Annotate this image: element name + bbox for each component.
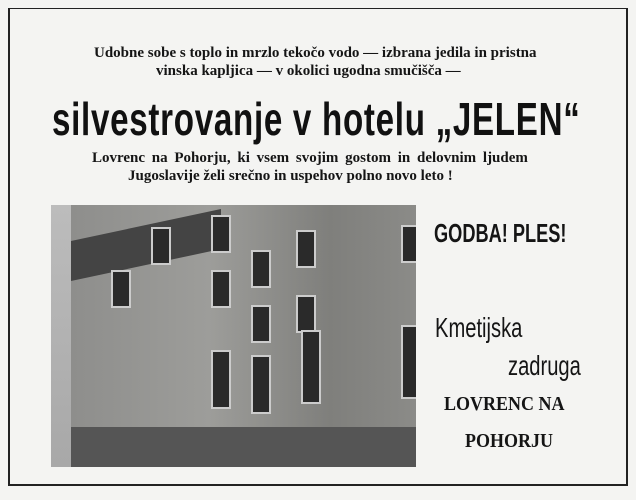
hotel-photo <box>51 205 416 467</box>
intro-line-2: vinska kapljica — v okolici ugodna smučišča — <box>156 63 461 79</box>
place-line-2: POHORJU <box>465 430 554 452</box>
greeting-line-2: Jugoslavije želi srečno in uspehov polno novo leto ! <box>128 168 453 184</box>
music-dance-text: GODBA! PLES! <box>434 218 567 248</box>
coop-line-2: zadruga <box>508 350 581 381</box>
coop-line-1: Kmetijska <box>435 312 523 343</box>
greeting-line-1: Lovrenc na Pohorju, ki vsem svojim gostom in delovnim ljudem <box>92 150 528 166</box>
headline: silvestrovanje v hotelu „JELEN“ <box>52 93 581 145</box>
intro-line-1: Udobne sobe s toplo in mrzlo tekočo vodo — izbrana jedila in pristna <box>94 45 537 61</box>
place-line-1: LOVRENC NA <box>444 393 565 415</box>
